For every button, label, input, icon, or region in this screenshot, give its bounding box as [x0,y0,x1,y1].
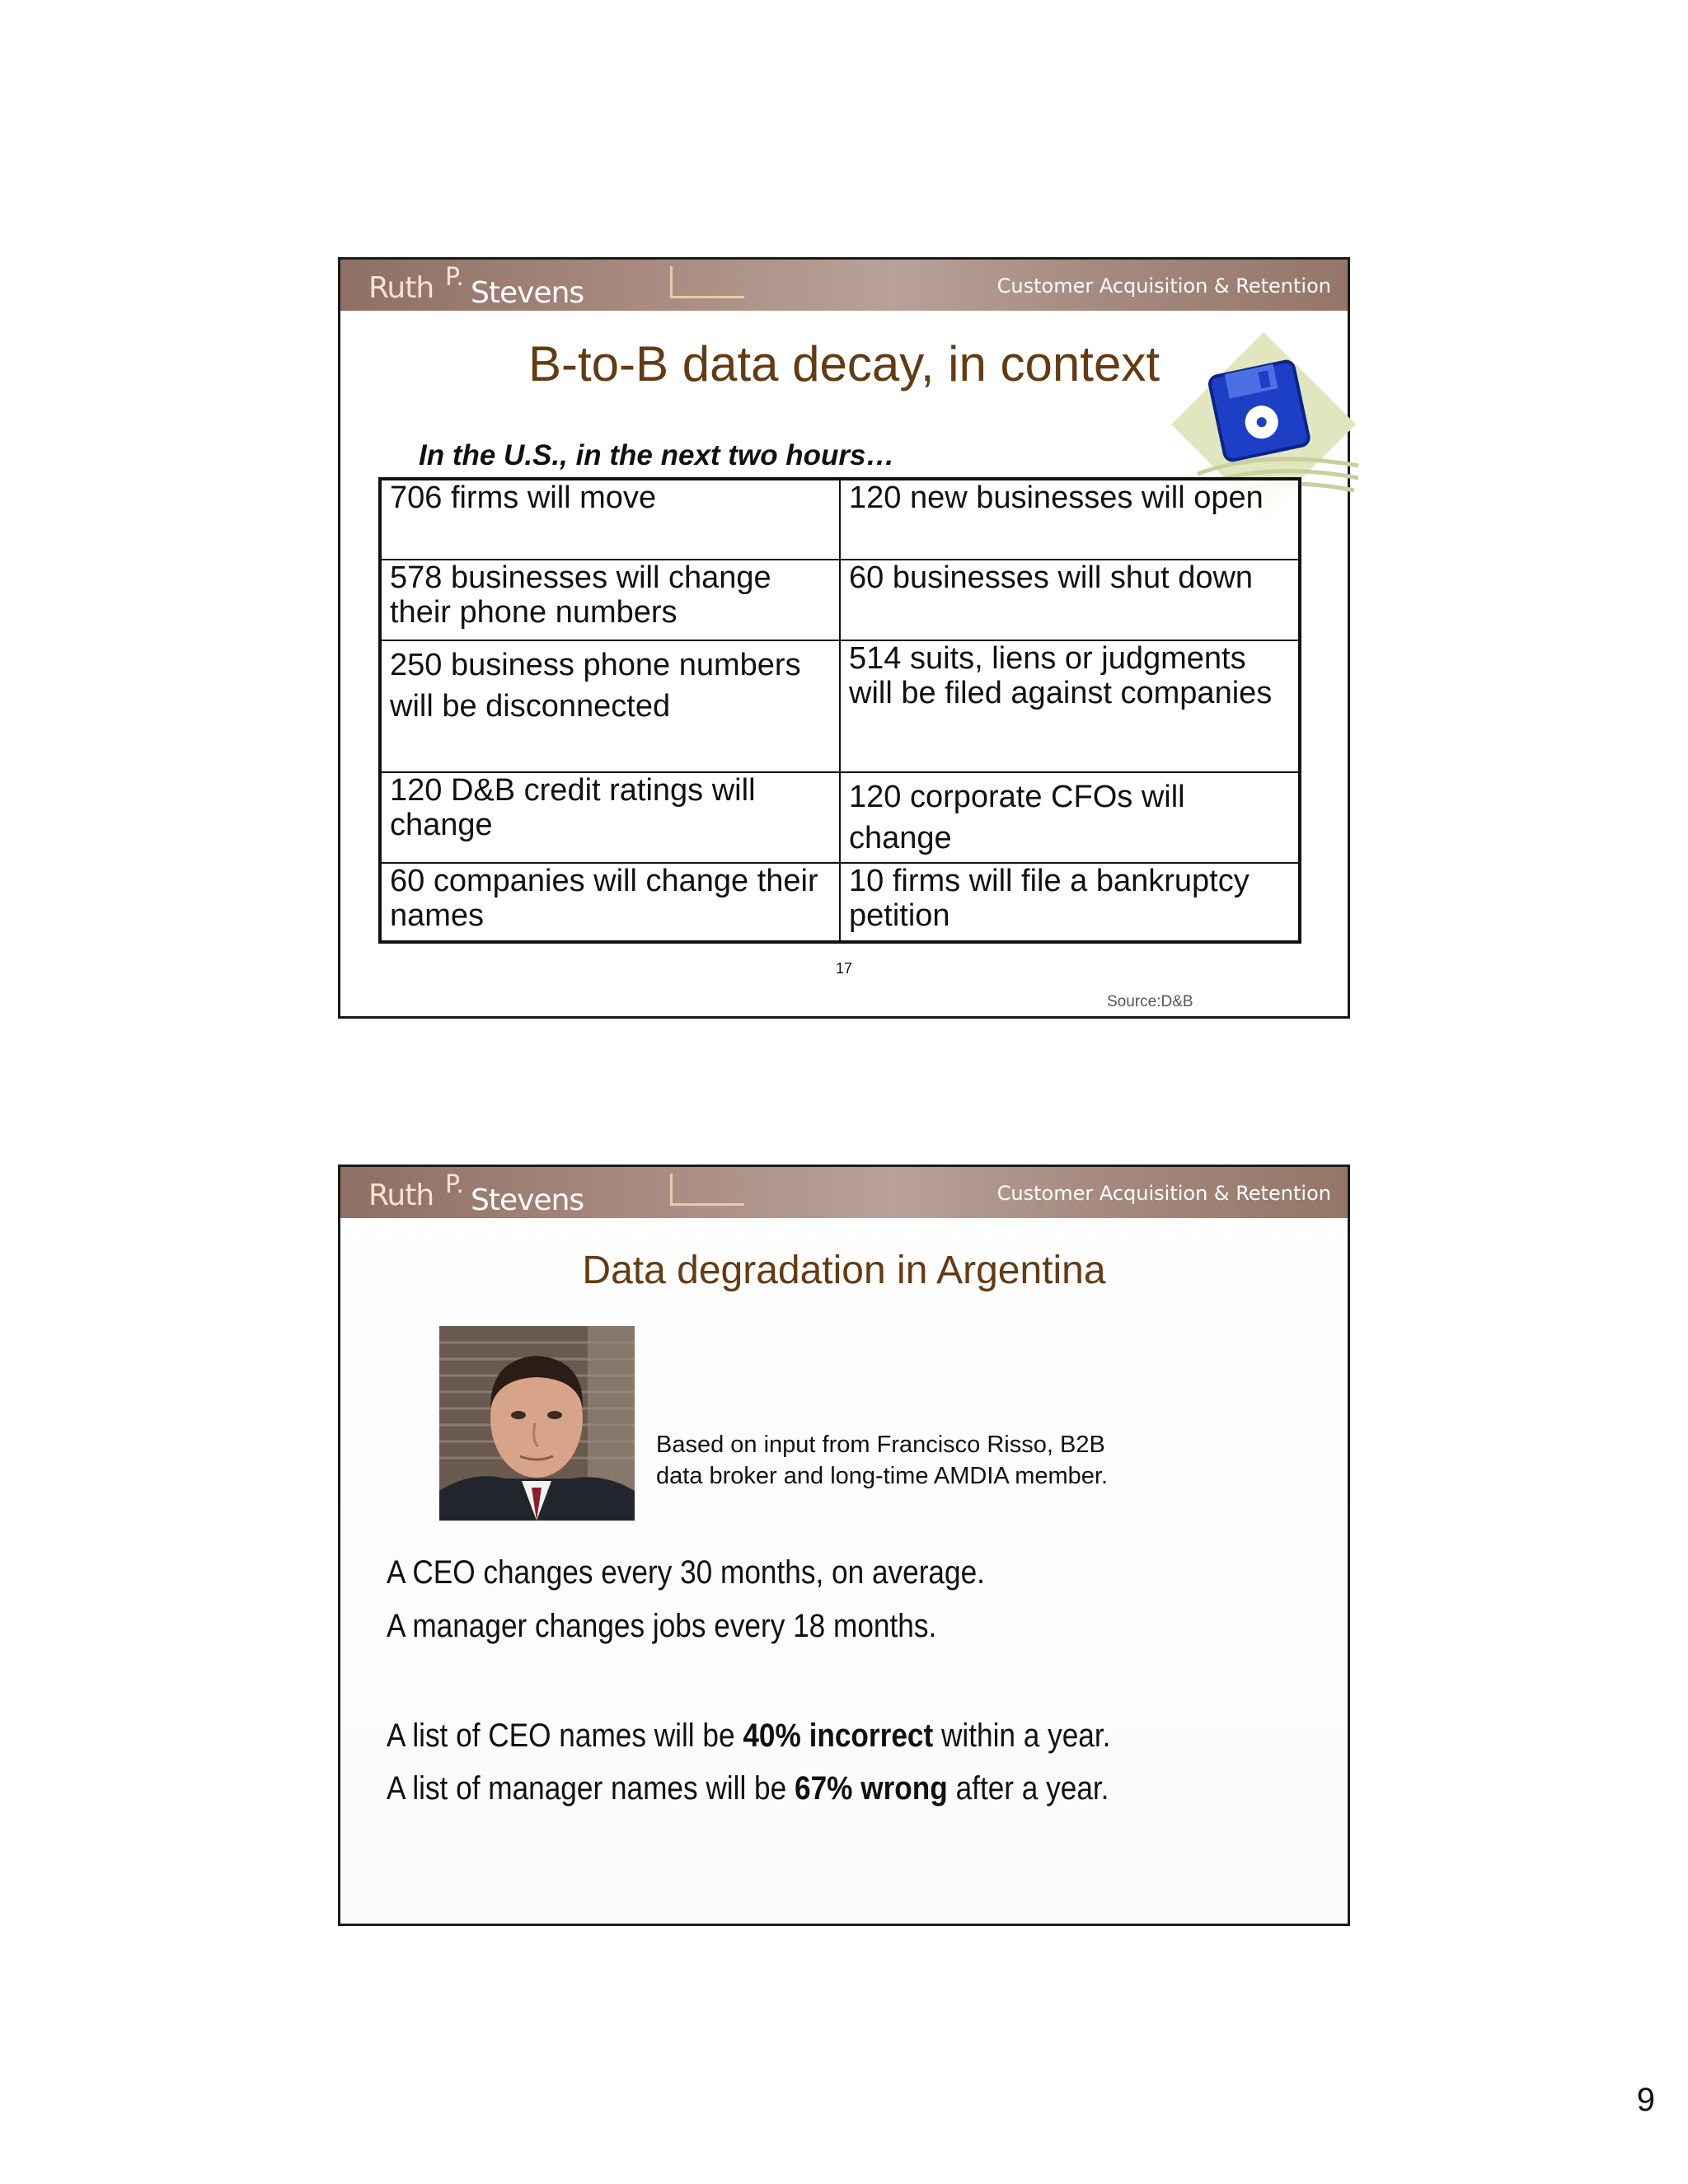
brand-first-name: Ruth [368,1179,434,1212]
table-row [380,479,1300,560]
table-cell: 120 new businesses will open [840,479,1300,560]
page-number: 9 [1636,2082,1655,2118]
banner-tagline: Customer Acquisition & Retention [996,1182,1331,1205]
table-cell: 60 businesses will shut down [840,560,1300,640]
brand-last-name: Stevens [471,276,584,310]
brand-initial: P. [445,1170,464,1199]
stat-text: A list of CEO names will be [387,1718,743,1754]
banner-divider [670,296,744,298]
banner-divider [670,266,673,298]
table-row [380,772,1300,863]
photo-caption: Based on input from Francisco Risso, B2B data broker and long-time AMDIA member. [656,1432,1109,1489]
table-cell: 706 firms will move [380,479,840,560]
brand-last-name: Stevens [471,1183,584,1217]
stat-text: after a year. [947,1770,1109,1807]
slide-data-decay [338,257,1350,1019]
stat-manager-list [387,1770,1109,1807]
table-cell: 514 suits, liens or judgments will be filed against companies [840,640,1300,772]
slide-number: 17 [835,960,853,977]
portrait-photo [439,1326,635,1521]
banner-divider [670,1174,673,1205]
table-cell: 120 D&B credit ratings will change [380,772,840,863]
slide-banner [340,1167,1348,1218]
banner-divider [670,1203,744,1206]
stat-text: within a year. [933,1718,1111,1754]
table-cell: 578 businesses will change their phone numbers [380,560,840,640]
stat-ceo-change: A CEO changes every 30 months, on average. [387,1554,985,1591]
table-cell: 10 firms will file a bankruptcy petition [840,863,1300,942]
table-row [380,560,1300,640]
stat-highlight: 40% incorrect [743,1718,934,1754]
brand-first-name: Ruth [368,271,434,305]
banner-tagline: Customer Acquisition & Retention [996,274,1331,298]
stat-ceo-list [387,1718,1110,1755]
slide-title: B-to-B data decay, in context [528,336,1160,391]
slide-argentina [338,1165,1350,1926]
slide-subtitle: In the U.S., in the next two hours… [419,439,895,471]
stat-text: A list of manager names will be [387,1770,795,1807]
table-cell: 250 business phone numbers will be disconnected [380,640,840,772]
table-cell: 60 companies will change their names [380,863,840,942]
table-row [380,863,1300,942]
stat-highlight: 67% wrong [794,1770,948,1807]
table-row [380,640,1300,772]
slide-title: Data degradation in Argentina [582,1249,1106,1292]
brand-initial: P. [445,263,464,292]
source-note: Source:D&B [1107,993,1193,1010]
slide-banner [340,260,1348,311]
table-cell: 120 corporate CFOs will change [840,772,1300,863]
data-decay-table [378,477,1301,944]
stat-manager-change: A manager changes jobs every 18 months. [387,1608,937,1644]
